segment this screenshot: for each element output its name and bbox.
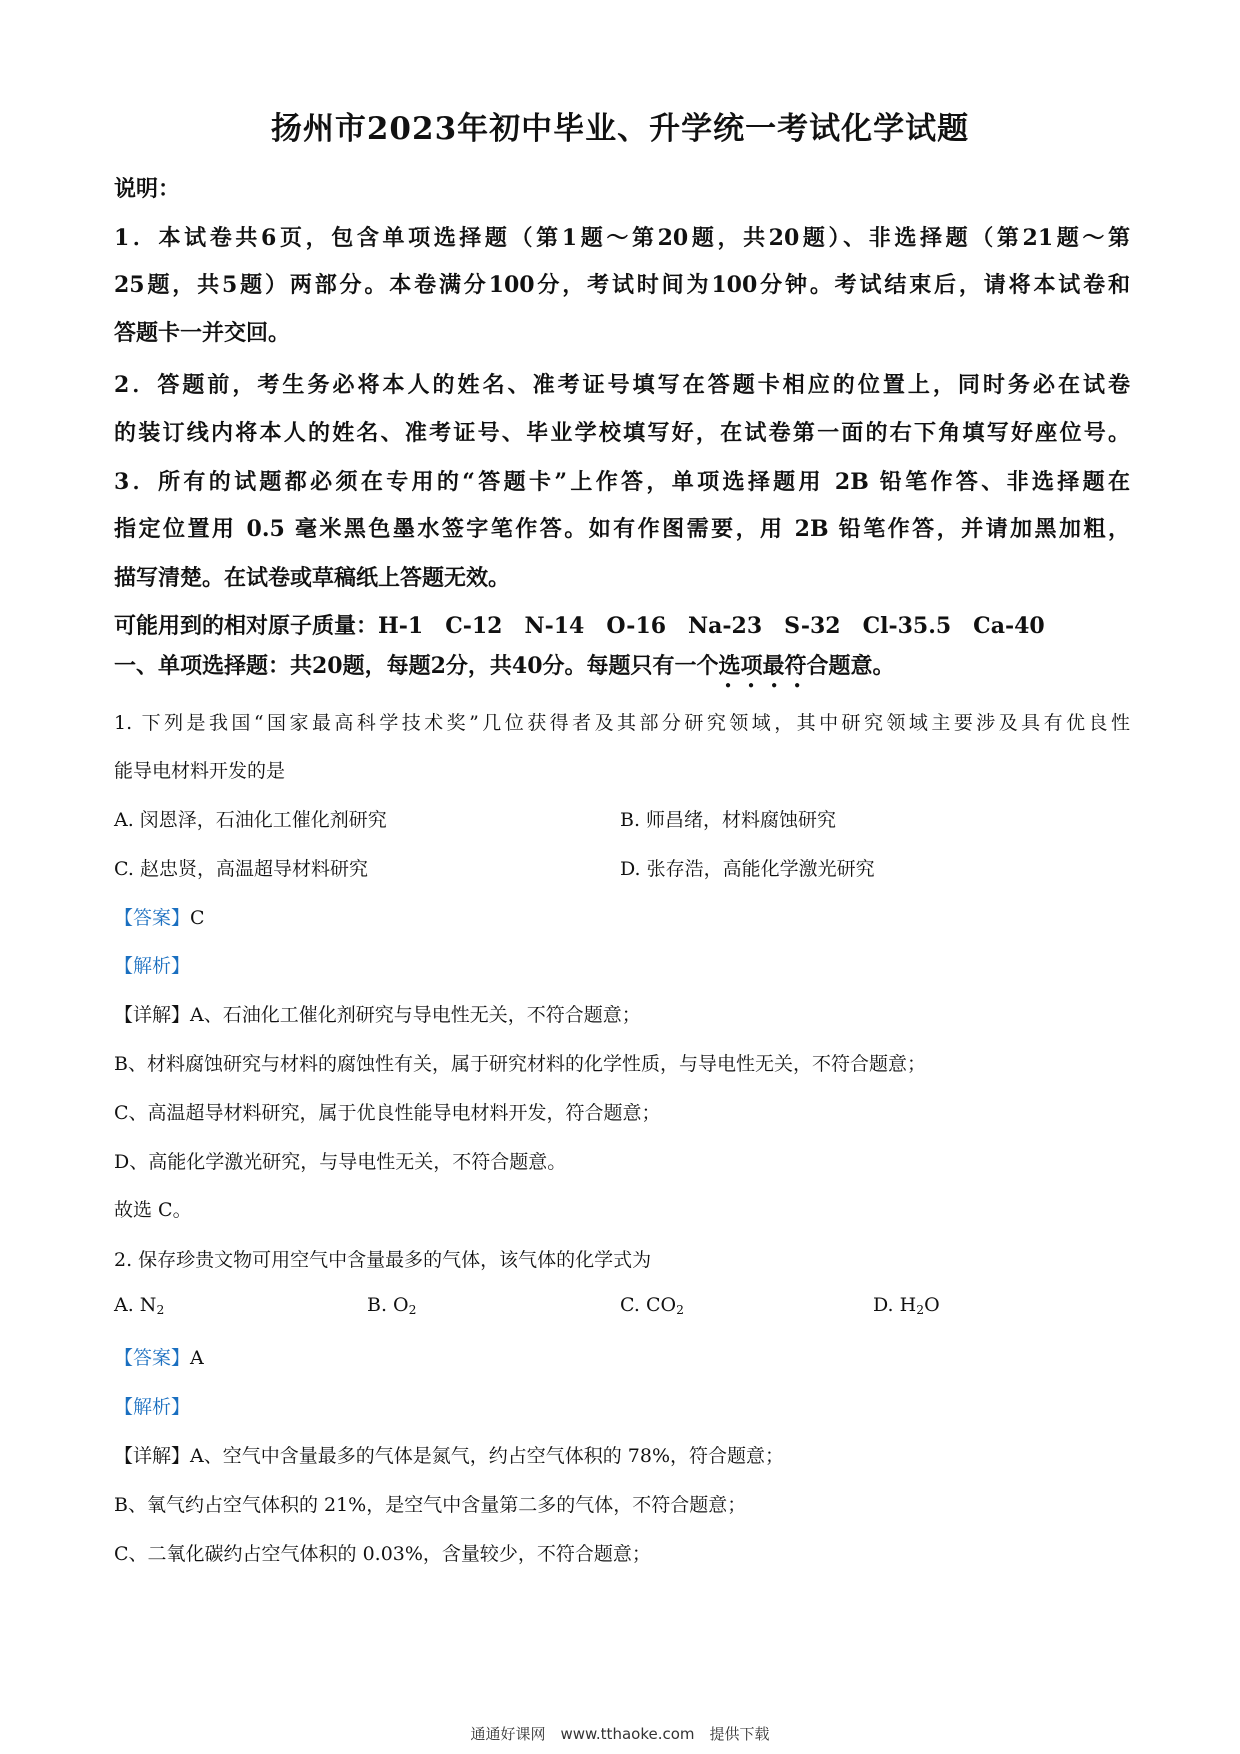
q2-detail-line-2: B、氧气约占空气体积的 21%，是空气中含量第二多的气体，不符合题意； [114,1494,747,1516]
q1-conclusion: 故选 C。 [114,1199,192,1221]
q1-answer-tag: 【答案】 [114,907,191,929]
q2-option-b-sub: 2 [408,1303,417,1318]
q2-analysis-tag: 【解析】 [114,1396,191,1418]
instruction-3-line-3: 描写清楚。在试卷或草稿纸上答题无效。 [114,565,511,591]
q1-analysis-tag: 【解析】 [114,955,191,977]
q2-answer-value: A [190,1347,204,1369]
instructions-heading: 说明： [114,176,181,202]
instruction-3-line-1: 3．所有的试题都必须在专用的“答题卡”上作答，单项选择题用 2B 铅笔作答、非选择题在 [114,469,1130,495]
q2-option-c-text: C. CO [620,1294,677,1316]
instruction-1-line-1: 1．本试卷共6页，包含单项选择题（第1题～第20题，共20题）、非选择题（第21题～第 [114,225,1130,251]
q2-option-a-text: A. N [114,1294,157,1316]
q2-option-d [873,1294,940,1317]
instruction-2-line-1: 2．答题前，考生务必将本人的姓名、准考证号填写在答题卡相应的位置上，同时务必在试卷 [114,372,1130,398]
instruction-1-line-2: 25题，共5题）两部分。本卷满分100分，考试时间为100分钟。考试结束后，请将本试卷和 [114,272,1130,298]
q2-option-b [367,1294,416,1317]
page-title: 扬州市2023年初中毕业、升学统一考试化学试题 [270,111,970,147]
q1-detail-line-4: D、高能化学激光研究，与导电性无关，不符合题意。 [114,1151,567,1173]
instruction-2-line-2: 的装订线内将本人的姓名、准考证号、毕业学校填写好，在试卷第一面的右下角填写好座位号。 [114,420,1130,446]
q1-detail-line-2: B、材料腐蚀研究与材料的腐蚀性有关，属于研究材料的化学性质，与导电性无关，不符合题意； [114,1053,926,1075]
q1-option-a: A. 闵恩泽，石油化工催化剂研究 [114,809,387,831]
q2-detail-line-1 [114,1441,784,1468]
emphasis-dots: ●●●● [725,680,818,691]
q1-answer [114,903,205,930]
q1-option-b: B. 师昌绪，材料腐蚀研究 [620,809,837,831]
q2-answer [114,1343,204,1370]
q2-option-d-sub: 2 [916,1303,925,1318]
q1-detail-tag: 【详解】 [114,1004,191,1026]
q2-option-c-sub: 2 [676,1303,684,1318]
q1-detail-text-1: A、石油化工催化剂研究与导电性无关，不符合题意； [190,1004,641,1026]
q2-option-d-tail: O [924,1294,940,1316]
q1-stem-line-2: 能导电材料开发的是 [114,760,286,782]
q1-stem-line-1: 1. 下列是我国“国家最高科学技术奖”几位获得者及其部分研究领域，其中研究领域主要涉及具有优良性 [114,712,1130,734]
q1-answer-value: C [190,907,205,929]
q1-detail-line-3: C、高温超导材料研究，属于优良性能导电材料开发，符合题意； [114,1102,661,1124]
instruction-3-line-2: 指定位置用 0.5 毫米黑色墨水签字笔作答。如有作图需要，用 2B 铅笔作答，并请加黑加粗， [114,516,1130,542]
q2-option-d-text: D. H [873,1294,917,1316]
atomic-masses: 可能用到的相对原子质量：H-1 C-12 N-14 O-16 Na-23 S-32 Cl-35.5 Ca-40 [114,613,1045,639]
section-1-heading: 一、单项选择题：共20题，每题2分，共40分。每题只有一个选项最符合题意。 [114,653,895,679]
q2-option-a-sub: 2 [156,1303,165,1318]
q1-detail-line-1 [114,1000,641,1027]
q2-detail-text-1: A、空气中含量最多的气体是氮气，约占空气体积的 78%，符合题意； [190,1445,785,1467]
q1-option-c: C. 赵忠贤，高温超导材料研究 [114,858,368,880]
q2-option-b-text: B. O [367,1294,409,1316]
q2-option-a [114,1294,164,1317]
q2-detail-line-3: C、二氧化碳约占空气体积的 0.03%，含量较少，不符合题意； [114,1543,651,1565]
q1-option-d: D. 张存浩，高能化学激光研究 [620,858,875,880]
q2-option-c [620,1294,684,1317]
instruction-1-line-3: 答题卡一并交回。 [114,320,291,346]
q2-answer-tag: 【答案】 [114,1347,191,1369]
q2-stem: 2. 保存珍贵文物可用空气中含量最多的气体，该气体的化学式为 [114,1249,652,1271]
page-footer: 通通好课网 www.tthaoke.com 提供下载 [470,1725,770,1743]
q2-detail-tag: 【详解】 [114,1445,191,1467]
